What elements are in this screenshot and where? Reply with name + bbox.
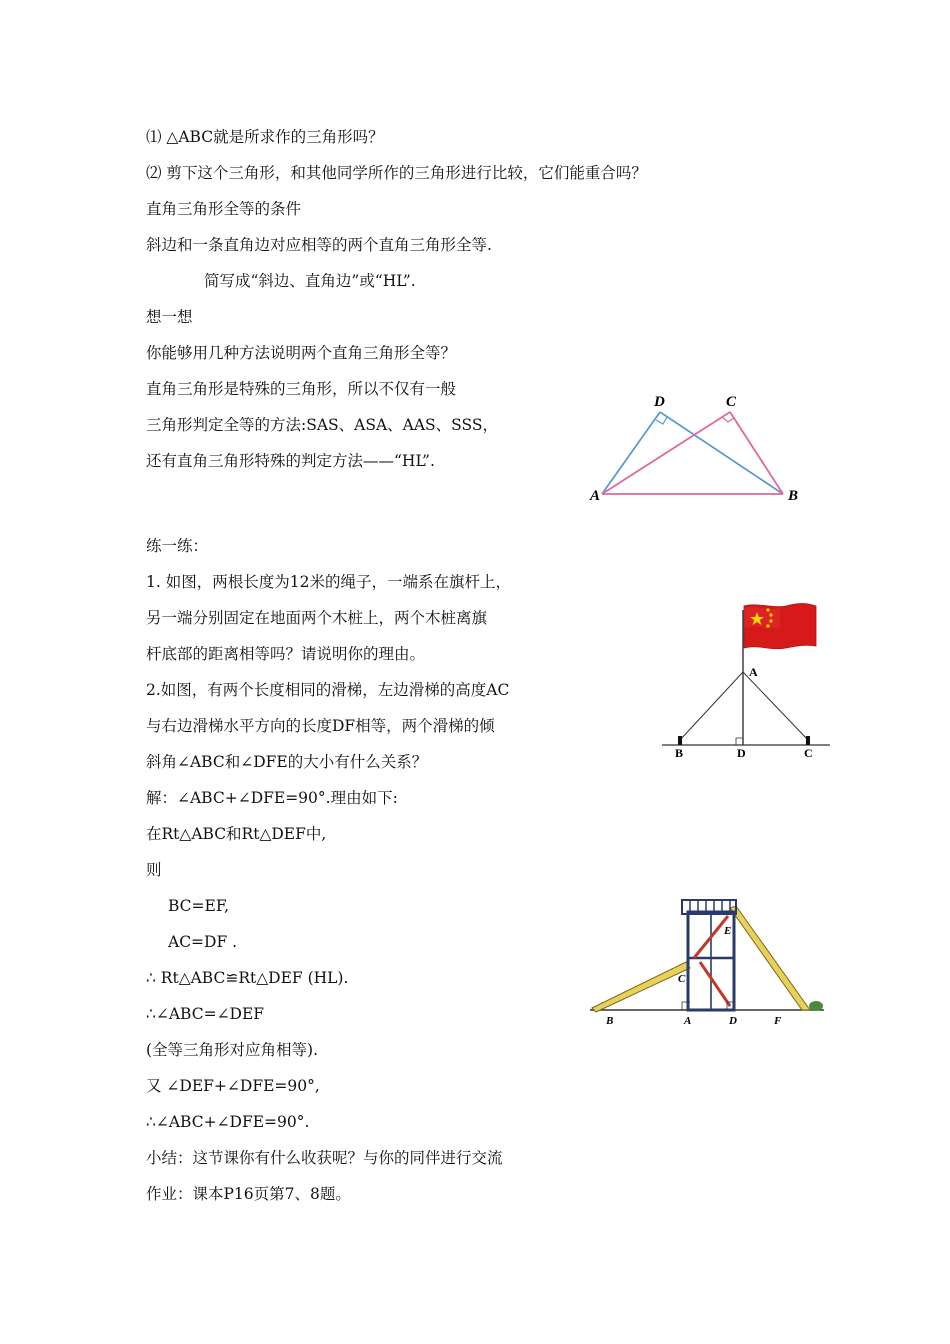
text-line: 另一端分别固定在地面两个木桩上，两个木桩离旗 bbox=[146, 609, 488, 627]
section-heading: 直角三角形全等的条件 bbox=[146, 200, 302, 218]
text-line: 直角三角形是特殊的三角形，所以不仅有一般 bbox=[146, 380, 457, 398]
segment-db bbox=[660, 412, 783, 494]
text-line: 简写成“斜边、直角边”或“HL”. bbox=[204, 272, 416, 290]
text-line: ⑵ 剪下这个三角形，和其他同学所作的三角形进行比较，它们能重合吗？ bbox=[146, 164, 647, 182]
text-line: 在Rt△ABC和Rt△DEF中, bbox=[146, 825, 327, 843]
text-line: 你能够用几种方法说明两个直角三角形全等？ bbox=[146, 344, 457, 362]
segment-ad bbox=[602, 412, 660, 494]
figure-flagpole bbox=[660, 600, 832, 760]
label-d: D bbox=[654, 394, 665, 410]
text-line: 斜角∠ABC和∠DFE的大小有什么关系？ bbox=[146, 753, 428, 771]
right-slide bbox=[730, 906, 810, 1010]
segment-ac bbox=[602, 412, 730, 494]
text-line: ∴∠ABC=∠DEF bbox=[146, 1005, 265, 1023]
label-d: D bbox=[737, 746, 746, 760]
label-a: A bbox=[749, 665, 758, 679]
text-line: 作业：课本P16页第7、8题。 bbox=[146, 1185, 351, 1203]
label-a: A bbox=[590, 488, 601, 504]
text-line: ∴ Rt△ABC≌Rt△DEF (HL). bbox=[146, 969, 349, 987]
text-line: 2.如图，有两个长度相同的滑梯，左边滑梯的高度AC bbox=[146, 681, 510, 699]
section-heading: 想一想 bbox=[146, 308, 193, 326]
text-line: 1. 如图，两根长度为12米的绳子，一端系在旗杆上， bbox=[146, 573, 511, 591]
segment-cb bbox=[730, 412, 783, 494]
left-slide bbox=[592, 962, 690, 1012]
text-line: 解：∠ABC+∠DFE=90°.理由如下: bbox=[146, 789, 398, 807]
text-line: 三角形判定全等的方法:SAS、ASA、AAS、SSS， bbox=[146, 416, 498, 434]
text-line: 小结：这节课你有什么收获呢？与你的同伴进行交流 bbox=[146, 1149, 503, 1167]
text-line: 又 ∠DEF+∠DFE=90°, bbox=[146, 1077, 320, 1095]
section-heading: 练一练： bbox=[146, 537, 209, 555]
right-angle-d bbox=[656, 417, 667, 424]
text-line: BC=EF, bbox=[168, 897, 230, 915]
rope-ab bbox=[680, 672, 743, 740]
label-e: E bbox=[724, 925, 732, 937]
text-line: 则 bbox=[146, 861, 162, 879]
text-line: 杆底部的距离相等吗？请说明你的理由。 bbox=[146, 645, 426, 663]
stake-b bbox=[678, 736, 682, 745]
figure-slides bbox=[588, 890, 828, 1030]
text-line: AC=DF . bbox=[168, 933, 238, 951]
label-b: B bbox=[606, 1015, 614, 1027]
label-b: B bbox=[788, 488, 799, 504]
rope-ac bbox=[743, 672, 808, 740]
label-b: B bbox=[675, 746, 684, 760]
lower-stairs bbox=[700, 962, 730, 1006]
text-line: ∴∠ABC+∠DFE=90°. bbox=[146, 1113, 310, 1131]
stake-c bbox=[806, 736, 810, 745]
figure-right-triangles bbox=[585, 390, 810, 505]
label-a: A bbox=[684, 1015, 692, 1027]
label-c: C bbox=[678, 973, 686, 985]
text-line: ⑴ △ABC就是所求作的三角形吗？ bbox=[146, 128, 384, 146]
label-f: F bbox=[774, 1015, 782, 1027]
text-line: 还有直角三角形特殊的判定方法——“HL”. bbox=[146, 452, 435, 470]
label-c: C bbox=[726, 394, 737, 410]
text-line: (全等三角形对应角相等). bbox=[146, 1041, 319, 1059]
text-line: 斜边和一条直角边对应相等的两个直角三角形全等. bbox=[146, 236, 492, 254]
right-angle-c bbox=[722, 417, 734, 422]
label-d: D bbox=[729, 1015, 737, 1027]
label-c: C bbox=[804, 746, 813, 760]
text-line: 与右边滑梯水平方向的长度DF相等，两个滑梯的倾 bbox=[146, 717, 495, 735]
